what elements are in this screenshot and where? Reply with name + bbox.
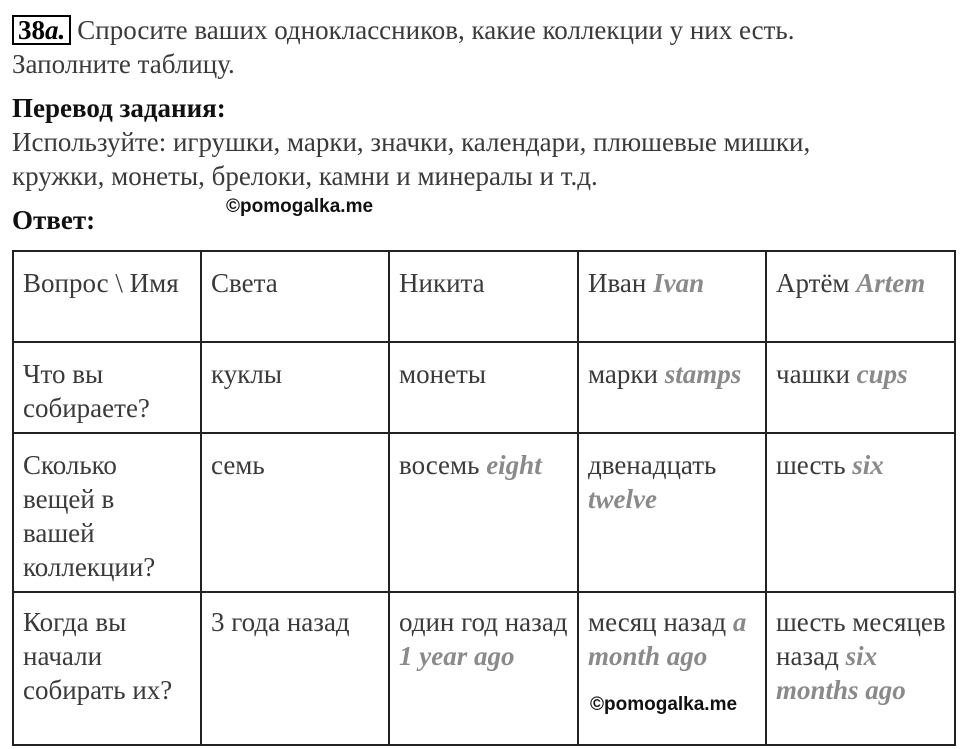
cell-ru: двенадцать: [588, 450, 717, 480]
table-cell: [578, 592, 766, 745]
cell-ru: семь: [211, 450, 265, 480]
task-line-1: [12, 14, 795, 46]
cell-ru: Артём: [776, 268, 850, 298]
cell-ru: один год назад: [399, 607, 568, 637]
table-cell: [201, 342, 389, 433]
cell-ru: Что вы собираете?: [23, 359, 150, 423]
cell-en: Ivan: [653, 268, 705, 298]
cell-en: eight: [486, 450, 542, 480]
table-cell: [578, 251, 766, 342]
cell-en: twelve: [588, 484, 657, 514]
task-letter: a.: [45, 15, 66, 45]
table-cell: [13, 433, 201, 592]
table-cell: [389, 342, 578, 433]
cell-en: six months ago: [776, 641, 906, 705]
translation-line-2: кружки, монеты, брелоки, камни и минералы и т.д.: [12, 161, 598, 191]
cell-ru: шесть месяцев назад: [776, 607, 946, 671]
cell-ru: Никита: [399, 268, 485, 298]
table-cell: [389, 433, 578, 592]
translation-line-1: Используйте: игрушки, марки, значки, календари, плюшевые мишки,: [12, 127, 811, 157]
table-cell: [13, 251, 201, 342]
table-cell: [13, 592, 201, 745]
cell-ru: Когда вы начали собирать их?: [23, 607, 173, 705]
table-cell: [201, 251, 389, 342]
cell-en: cups: [856, 359, 908, 389]
answer-heading: Ответ:: [12, 205, 96, 235]
table-cell: [766, 342, 955, 433]
watermark-bottom: ©pomogalka.me: [590, 694, 738, 715]
cell-en: six: [852, 450, 884, 480]
table-cell: [201, 592, 389, 745]
cell-en: stamps: [664, 359, 742, 389]
table-cell: [578, 433, 766, 592]
table-cell: [578, 342, 766, 433]
task-number-badge: [12, 15, 71, 45]
cell-ru: восемь: [399, 450, 480, 480]
answer-table: [12, 250, 956, 746]
task-text-1: Спросите ваших одноклассников, какие коллекции у них есть.: [77, 15, 795, 45]
table-cell: [766, 433, 955, 592]
task-number: 38: [18, 15, 45, 45]
table-cell: [201, 433, 389, 592]
cell-ru: шесть: [776, 450, 846, 480]
table-row: [13, 592, 955, 745]
cell-ru: Иван: [588, 268, 647, 298]
cell-en: Artem: [856, 268, 926, 298]
cell-ru: Вопрос \ Имя: [23, 268, 179, 298]
cell-ru: монеты: [399, 359, 486, 389]
cell-ru: куклы: [211, 359, 282, 389]
cell-ru: Сколько вещей в вашей коллекции?: [23, 450, 156, 582]
table-cell: [389, 592, 578, 745]
watermark-top: ©pomogalka.me: [226, 196, 374, 217]
cell-en: a month ago: [588, 607, 747, 671]
table-cell: [766, 251, 955, 342]
cell-ru: 3 года назад: [211, 607, 350, 637]
cell-en: 1 year ago: [399, 641, 515, 671]
table-header-row: [13, 251, 955, 342]
table-cell: [766, 592, 955, 745]
cell-ru: чашки: [776, 359, 850, 389]
table-cell: [389, 251, 578, 342]
translation-heading: Перевод задания:: [12, 93, 226, 123]
cell-ru: Света: [211, 268, 278, 298]
table-cell: [13, 342, 201, 433]
task-text-2: Заполните таблицу.: [12, 49, 235, 79]
cell-ru: месяц назад: [588, 607, 727, 637]
table-row: [13, 342, 955, 433]
table-row: [13, 433, 955, 592]
cell-ru: марки: [588, 359, 658, 389]
